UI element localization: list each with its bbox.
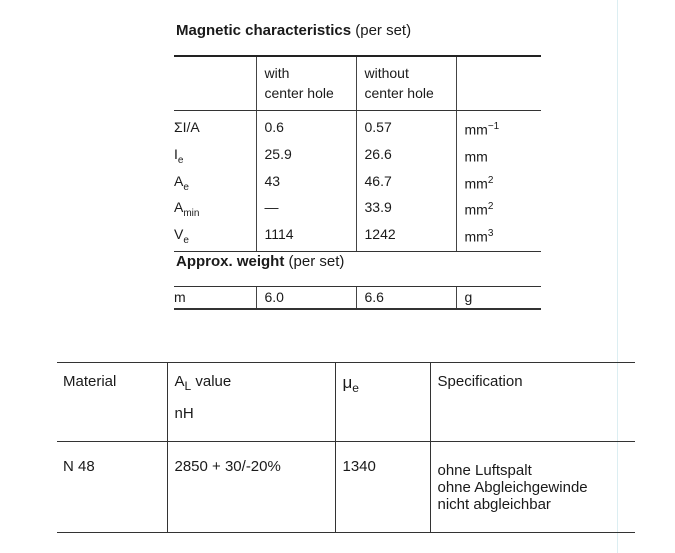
magnetic-header-row: [174, 56, 541, 111]
param-without: 0.57: [356, 111, 456, 144]
param-without: 1242: [356, 224, 456, 251]
magnetic-row: [174, 224, 541, 251]
spec-line: ohne Abgleichgewinde: [437, 479, 588, 496]
cell-material: N 48: [57, 442, 167, 533]
param-without: 26.6: [356, 144, 456, 171]
material-data-row: [57, 442, 635, 533]
spec-line: nicht abgleichbar: [437, 496, 551, 513]
param-unit: $mm^3$: [456, 224, 541, 251]
weight-with: 6.0: [256, 287, 356, 310]
magnetic-title-bold: Magnetic characteristics: [176, 22, 352, 39]
param-symbol: $V_e$: [174, 224, 256, 251]
param-symbol: $A_e$: [174, 172, 189, 193]
header-specification: Specification: [430, 363, 635, 442]
header-al-value: $A_L$ value nH: [167, 363, 335, 442]
magnetic-header-without: without center hole: [356, 56, 456, 111]
weight-title-note: (per set): [288, 253, 345, 270]
magnetic-row: [174, 197, 541, 224]
weight-title: [176, 253, 344, 270]
header-al-unit: nH: [174, 405, 194, 422]
param-unit: $mm^2$: [456, 197, 541, 224]
param-symbol: $I_e$: [174, 145, 184, 166]
weight-title-bold: Approx. weight: [176, 253, 285, 270]
magnetic-title: [176, 22, 411, 39]
param-with: 25.9: [256, 144, 356, 171]
param-symbol: $A_{min}$: [174, 199, 200, 220]
material-header-row: [57, 363, 635, 442]
param-unit: $mm^{-1}$: [456, 111, 541, 144]
param-symbol: ΣI/A: [174, 119, 200, 135]
weight-unit: g: [456, 287, 541, 310]
cell-ue: 1340: [335, 442, 430, 533]
spec-line: ohne Luftspalt: [437, 462, 532, 479]
param-unit: mm: [456, 144, 541, 171]
magnetic-row: [174, 144, 541, 171]
weight-without: 6.6: [356, 287, 456, 310]
magnetic-header-with: with center hole: [256, 56, 356, 111]
magnetic-header-blank: [174, 56, 256, 111]
magnetic-header-unit: [456, 56, 541, 111]
header-ue: $\mu_e$: [335, 363, 430, 442]
weight-table: [174, 286, 541, 310]
weight-row: [174, 287, 541, 310]
param-with: 1114: [256, 224, 356, 251]
header-material: Material: [57, 363, 167, 442]
magnetic-table: [174, 55, 541, 252]
material-table: [57, 362, 635, 533]
weight-symbol: m: [174, 287, 256, 310]
cell-al-value: 2850 + 30/-20%: [167, 442, 335, 533]
param-unit: $mm^2$: [456, 171, 541, 198]
param-with: 43: [256, 171, 356, 198]
param-with: —: [256, 197, 356, 224]
magnetic-row: [174, 111, 541, 144]
cell-specification: [430, 442, 635, 533]
magnetic-title-note: (per set): [355, 22, 412, 39]
param-with: 0.6: [256, 111, 356, 144]
param-without: 46.7: [356, 171, 456, 198]
magnetic-row: [174, 171, 541, 198]
param-without: 33.9: [356, 197, 456, 224]
